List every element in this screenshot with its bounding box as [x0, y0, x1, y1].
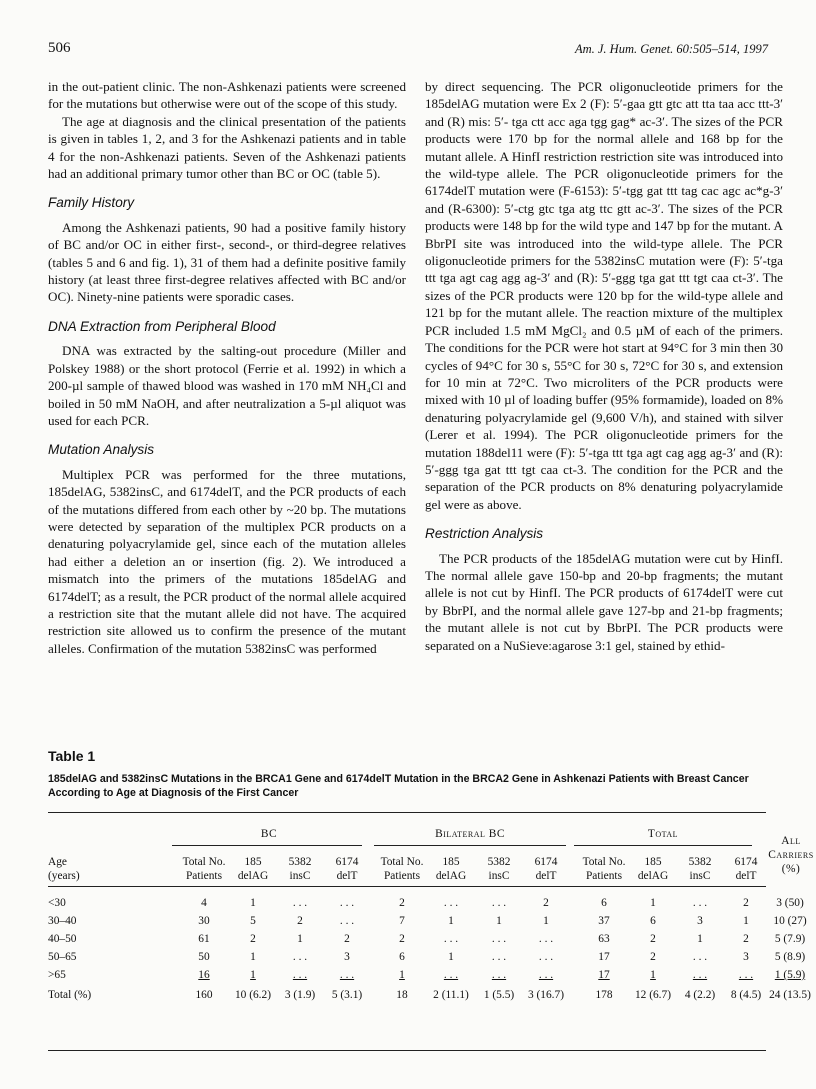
table-cell: . . . [692, 951, 708, 963]
table-cell: 63 [598, 933, 610, 945]
row-age-label: >65 [48, 969, 66, 981]
table-cell: 17 [598, 969, 610, 981]
table-cell: 12 (6.7) [634, 989, 672, 1001]
group-header-total: Total [647, 828, 679, 840]
table-cell: 1 [399, 969, 405, 981]
table-cell: 1 [448, 951, 454, 963]
table-caption: 185delAG and 5382insC Mutations in the BRCA1 Gene and 6174delT Mutation in the BRCA2 Gene in Ashkenazi Patients with Breast Cancer According to Age at Diagnosis of the First Cancer [48, 773, 749, 799]
table-cell: . . . [292, 951, 308, 963]
table-cell: 2 [650, 933, 656, 945]
col-subheader-line: Patients [585, 870, 623, 882]
col-subheader-line: 6174 [734, 856, 758, 868]
table-cell: 4 [201, 897, 207, 909]
col-subheader [374, 855, 430, 883]
col-header-line: Carriers [768, 849, 814, 861]
col-subheader [627, 855, 679, 883]
col-subheader [520, 855, 572, 883]
table-cell: 1 [448, 915, 454, 927]
col-subheader [176, 855, 232, 883]
journal-citation: Am. J. Hum. Genet. 60:505–514, 1997 [574, 42, 768, 56]
table-cell: 1 [250, 951, 256, 963]
table-cell: 160 [195, 989, 213, 1001]
table-cell: . . . [443, 897, 459, 909]
col-subheader [227, 855, 279, 883]
section-heading-restriction-analysis: Restriction Analysis [425, 526, 544, 542]
col-subheader-line: insC [488, 870, 510, 882]
col-subheader [276, 855, 324, 883]
col-header-age [48, 855, 108, 883]
table-cell: 2 [743, 897, 749, 909]
section-heading-dna-extraction: DNA Extraction from Peripheral Blood [48, 318, 276, 334]
table-cell: 24 (13.5) [769, 989, 811, 1001]
group-rule [574, 845, 752, 846]
table-cell: 1 (5.9) [774, 969, 806, 981]
table-cell: . . . [491, 951, 507, 963]
paragraph: The age at diagnosis and the clinical presentation of the patients is given in tables 1, 2, and 3 for the Ashkenazi patients and in table 4 for the non-Ashkenazi patients. Seven of the Ashkenazi patients had an additional primary tumor other than BC or OC (table 5). [48, 113, 406, 182]
col-subheader-line: delT [735, 870, 757, 882]
table-cell: 8 (4.5) [730, 989, 762, 1001]
col-subheader-line: delAG [237, 870, 269, 882]
paragraph: by direct sequencing. The PCR oligonucleotide primers for the 185delAG mutation were Ex 2 (F): 5′-gaa gtt gtc att tta taa acc ttt-3′ and (R) mis: 5′- tga ctt acc aga tgg gag* ac-3′. The sizes of the PCR products were 170 bp for the normal allele and 168 bp for the mutant allele. A HinfI restriction restriction site was introduced into the wild-type allele. The PCR oligonucleotide primers for the 6174delT mutation were (F-6153): 5′-tgg gat ttt tag cac agc ac*g-3′ and (R-6300): 5′-ctg gtc tga atg ttc gtt ac-3′. The sizes of the PCR products were 148 bp for the wild type and 147 bp for the mutant. A BbrPI site was introduced into the wild-type allele. The PCR oligonucleotide primers for the 5382insC mutation were (F): 5′-tga ttt tga agt cag agg ag-3′ and (R): 5′-ggg tga gat ttt tgt caa ct-3′. The sizes of the PCR products were 120 bp for the wild-type allele and 121 bp for the mutant allele. The reaction mixture of the multiplex PCR included 1.5 mM MgCl₂ and 0.5 µM of each of the primers. The conditions for the PCR were hot start at 94°C for 3 min then 30 cycles of 94°C for 30 s, 55°C for 30 s, 72°C for 30 s, and extension for 10 min at 72°C. Two microliters of the PCR products were mixed with 10 µl of loading buffer (95% formamide), loaded on 8% denaturing polyacrylamide gel (9,600 V/h), and stained with silver (Lerer et al. 1994). The PCR oligonucleotide primers for the mutation 188del11 were (F): 5′-tga ttt tga agt cag agg ag-3′ and (R): 5′-ggg tga gat ttt tgt caa ct-3. The condition for the PCR and the separation of the PCR products on 8% denaturing polyacrylamide gel were as above. [425, 79, 783, 512]
col-subheader-line: 5382 [288, 856, 312, 868]
col-subheader-line: 185 [442, 856, 460, 868]
group-header-bc: BC [260, 828, 278, 840]
col-subheader-line: Patients [383, 870, 421, 882]
paragraph: Multiplex PCR was performed for the three mutations, 185delAG, 5382insC, and 6174delT, and the PCR products of each of the mutations differed from each other by ~20 bp. The mutations were detected by separation of the multiplex PCR products on a denaturing polyacrylamide gel, since each of the mutation alleles had either a deletion an or insertion (fig. 2). We introduced a mismatch into the primers of the mutations 185delAG and 6174delT; as a result, the PCR product of the normal allele acquired a restriction site that the mutant allele did not have. The acquired restriction site allowed us to confirm the presence of the mutant alleles. Confirmation of the mutation 5382insC was performed [48, 466, 406, 656]
col-header-age-line: Age [48, 856, 67, 868]
table-cell: 2 [743, 933, 749, 945]
table-cell: 2 [650, 951, 656, 963]
col-subheader-line: Total No. [380, 856, 424, 868]
col-subheader-line: insC [689, 870, 711, 882]
col-subheader-line: 185 [644, 856, 662, 868]
table-cell: . . . [443, 969, 459, 981]
row-age-label: 50–65 [48, 951, 77, 963]
paragraph: in the out-patient clinic. The non-Ashkenazi patients were screened for the mutations but otherwise were out of the scope of this study. [48, 79, 406, 112]
table-cell: 61 [198, 933, 210, 945]
col-subheader-line: delAG [435, 870, 467, 882]
table-cell: 2 [399, 933, 405, 945]
row-age-label: 40–50 [48, 933, 77, 945]
table-cell: 2 [543, 897, 549, 909]
table-cell: 3 [344, 951, 350, 963]
table-header-rule [48, 886, 766, 887]
col-subheader [425, 855, 477, 883]
table-cell: 6 [601, 897, 607, 909]
table-cell: 37 [598, 915, 610, 927]
col-subheader-line: insC [289, 870, 311, 882]
table-cell: 1 [650, 897, 656, 909]
table-cell: 1 [250, 897, 256, 909]
table-cell: . . . [538, 933, 554, 945]
table-cell: 10 (27) [773, 915, 807, 927]
group-header-bilateral-bc: Bilateral BC [435, 828, 505, 840]
row-age-label: <30 [48, 897, 66, 909]
table-cell: . . . [491, 969, 507, 981]
col-subheader-line: 5382 [487, 856, 511, 868]
col-subheader-line: Total No. [182, 856, 226, 868]
col-subheader-line: delAG [637, 870, 669, 882]
table-cell: . . . [491, 933, 507, 945]
table-cell: 5 (3.1) [331, 989, 363, 1001]
table-cell: 18 [396, 989, 408, 1001]
table-cell: 3 [697, 915, 703, 927]
table-cell: 2 [399, 897, 405, 909]
col-header-age-line: (years) [48, 870, 80, 882]
paragraph: The PCR products of the 185delAG mutation were cut by HinfI. The normal allele gave 150-bp and 20-bp fragments; the mutant allele is not cut by HinfI. The PCR products of 6174delT were cut by BbrPI, and the normal allele gave 127-bp and 21-bp fragments; the mutant allele is not cut by BbrPI. The PCR products were separated on a NuSieve:agarose 3:1 gel, stained by ethid- [425, 550, 783, 653]
table-cell: 1 [697, 933, 703, 945]
table-cell: 1 [496, 915, 502, 927]
table-cell: 5 (7.9) [774, 933, 806, 945]
col-subheader-line: 5382 [688, 856, 712, 868]
table-cell: . . . [692, 969, 708, 981]
table-cell: 3 [743, 951, 749, 963]
col-subheader-line: Patients [185, 870, 223, 882]
table-cell: 10 (6.2) [234, 989, 272, 1001]
col-subheader-line: Total No. [582, 856, 626, 868]
group-rule [172, 845, 362, 846]
table-cell: 16 [198, 969, 210, 981]
table-cell: 17 [598, 951, 610, 963]
section-heading-mutation-analysis: Mutation Analysis [48, 442, 155, 458]
col-subheader [676, 855, 724, 883]
table-cell: 1 [743, 915, 749, 927]
table-cell: . . . [339, 969, 355, 981]
col-header-line: All [781, 835, 801, 847]
table-cell: 30 [198, 915, 210, 927]
left-column [48, 78, 406, 657]
table-cell: . . . [292, 897, 308, 909]
section-heading-family-history: Family History [48, 195, 135, 211]
table-cell: 6 [650, 915, 656, 927]
table-cell: 1 [250, 969, 256, 981]
table-cell: 6 [399, 951, 405, 963]
paragraph: Among the Ashkenazi patients, 90 had a positive family history of BC and/or OC in either first-, second-, or third-degree relatives (tables 5 and 6 and fig. 1), 31 of them had a definite positive family history (at least three first-degree relatives affected with BC and/or OC). Ninety-nine patients were sporadic cases. [48, 219, 406, 305]
table-cell: 2 (11.1) [433, 989, 469, 1001]
table-cell: 2 [344, 933, 350, 945]
table-cell: 3 (1.9) [284, 989, 316, 1001]
table-cell: . . . [292, 969, 308, 981]
group-rule [374, 845, 566, 846]
table-cell: . . . [538, 969, 554, 981]
col-subheader [323, 855, 371, 883]
right-column [425, 78, 783, 654]
table-cell: . . . [491, 897, 507, 909]
table-cell: 4 (2.2) [684, 989, 716, 1001]
table-cell: 2 [297, 915, 303, 927]
table-cell: . . . [339, 915, 355, 927]
col-subheader-line: delT [535, 870, 557, 882]
col-header-line: (%) [781, 863, 801, 875]
col-subheader [722, 855, 770, 883]
table-cell: 5 (8.9) [774, 951, 806, 963]
table-cell: . . . [339, 897, 355, 909]
table-cell: . . . [538, 951, 554, 963]
table-cell: 3 (50) [776, 897, 804, 909]
col-subheader-line: delT [336, 870, 358, 882]
table-cell: 7 [399, 915, 405, 927]
table-cell: 1 [297, 933, 303, 945]
table-cell: 1 [543, 915, 549, 927]
running-header [48, 40, 768, 60]
table-cell: 2 [250, 933, 256, 945]
table-cell: 1 (5.5) [483, 989, 515, 1001]
col-subheader-line: 6174 [534, 856, 558, 868]
table-bottom-rule [48, 1050, 766, 1051]
table-cell: 5 [250, 915, 256, 927]
table-cell: 1 [650, 969, 656, 981]
table-cell: . . . [443, 933, 459, 945]
col-subheader-line: 6174 [335, 856, 359, 868]
table-cell: 3 (16.7) [527, 989, 565, 1001]
page-number: 506 [48, 40, 71, 56]
table-cell: . . . [692, 897, 708, 909]
row-age-label: 30–40 [48, 915, 77, 927]
paragraph: DNA was extracted by the salting-out procedure (Miller and Polskey 1988) or the short protocol (Ferrie et al. 1992) in which a 200-µl sample of thawed blood was washed in 170 mM NH₄Cl and boiled in 50 mM NaOH, and after neutralization a 5-µl aliquot was used for each PCR. [48, 343, 406, 428]
table-cell: . . . [738, 969, 754, 981]
table-top-rule [48, 812, 766, 813]
col-subheader [475, 855, 523, 883]
col-subheader-line: 185 [244, 856, 262, 868]
table-cell: 178 [595, 989, 613, 1001]
row-age-label: Total (%) [48, 989, 92, 1001]
col-subheader [576, 855, 632, 883]
table-label: Table 1 [48, 748, 96, 764]
table-cell: 50 [198, 951, 210, 963]
